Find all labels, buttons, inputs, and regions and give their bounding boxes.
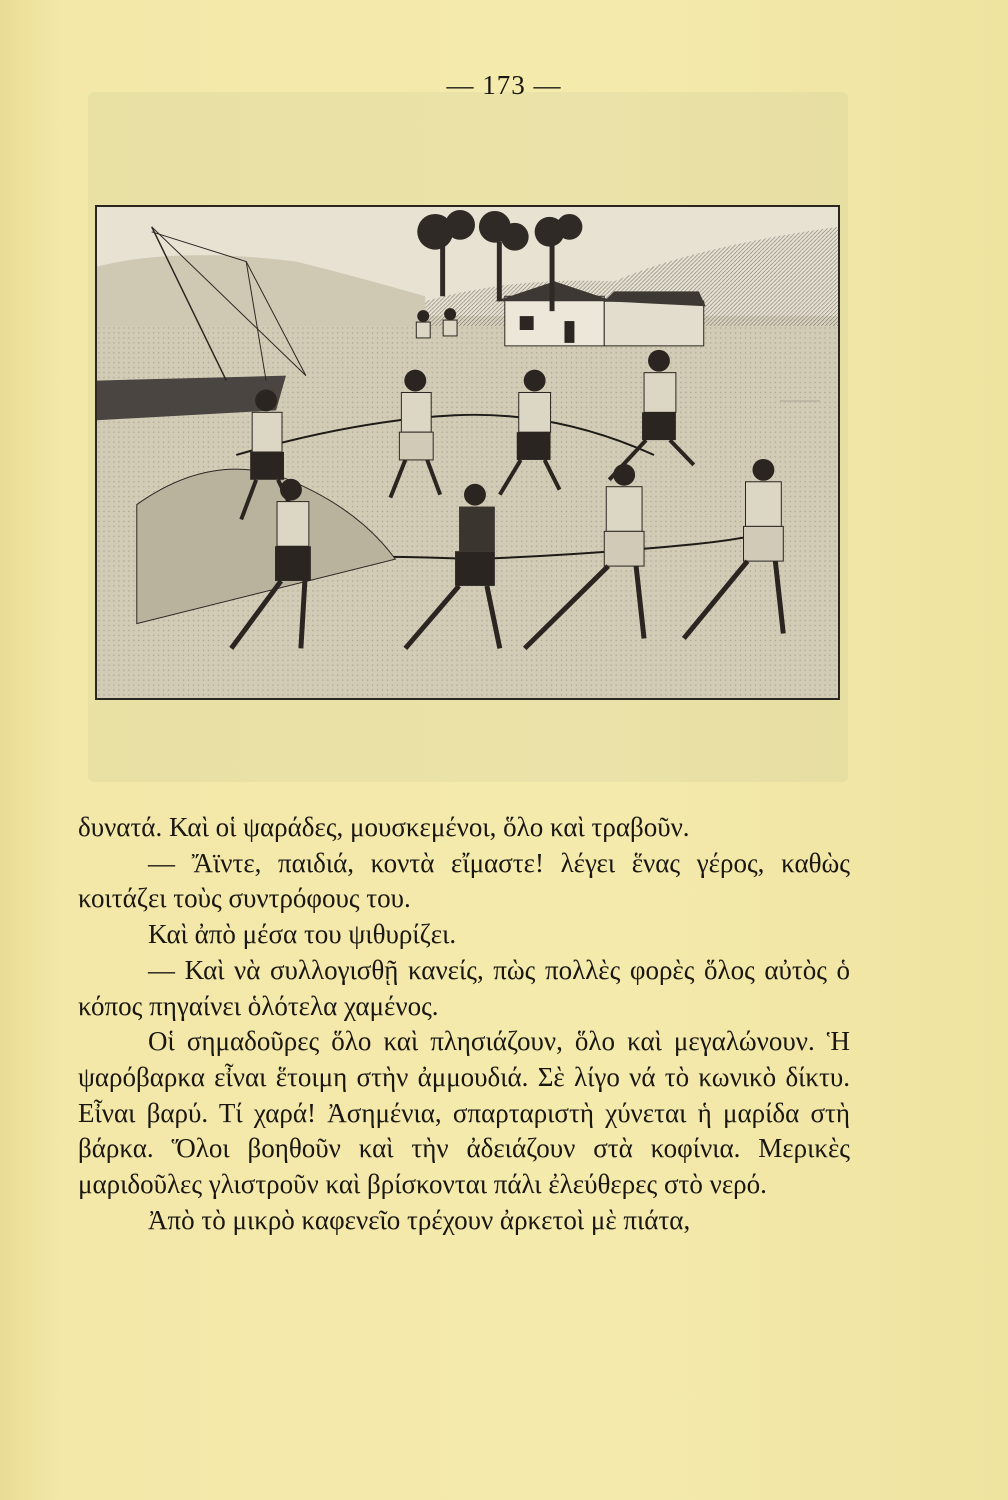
paragraph: — Καὶ νὰ συλλογισθῇ κανείς, πὼς πολλὲς φορὲς ὅλος αὐτὸς ὁ κόπος πηγαίνει ὁλότελα χαμένος. <box>78 954 850 1021</box>
paragraph: Καὶ ἀπὸ μέσα του ψιθυρίζει. <box>148 919 457 950</box>
paragraph: δυνατά. Καὶ οἱ ψαράδες, μουσκεμένοι, ὅλο καὶ τραβοῦν. <box>78 812 690 842</box>
illustration <box>95 205 840 700</box>
page-number: — 173 — <box>446 70 562 100</box>
paragraph: Ἀπὸ τὸ μικρὸ καφενεῖο τρέχουν ἀρκετοὶ μὲ πιάτα, <box>148 1204 691 1235</box>
body-text <box>78 810 850 1238</box>
paragraph: Οἱ σημαδοῦρες ὅλο καὶ πλησιάζουν, ὅλο καὶ μεγαλώνουν. Ἡ ψαρόβαρκα εἶναι ἕτοιμη στὴν ἀμμουδιά. Σὲ λίγο νά τὸ κωνικὸ δίκτυ. Εἶναι βαρύ. Τί χαρά! Ἀσημένια, σπαρταριστὴ χύνεται ἡ μαρίδα στὴ βάρκα. Ὅλοι βοηθοῦν καὶ τὴν ἀδειάζουν στὰ κοφίνια. Μερικὲς μαριδοῦλες γλιστροῦν καὶ βρίσκονται πάλι ἐλεύθερες στὸ νερό. <box>78 1026 850 1200</box>
fishermen-pulling-net-illustration <box>97 207 838 698</box>
bleed-mark <box>780 400 820 402</box>
paragraph: — Ἄϊντε, παιδιά, κοντὰ εἴμαστε! λέγει ἕνας γέρος, καθὼς κοιτάζει τοὺς συντρόφους του. <box>78 847 850 914</box>
